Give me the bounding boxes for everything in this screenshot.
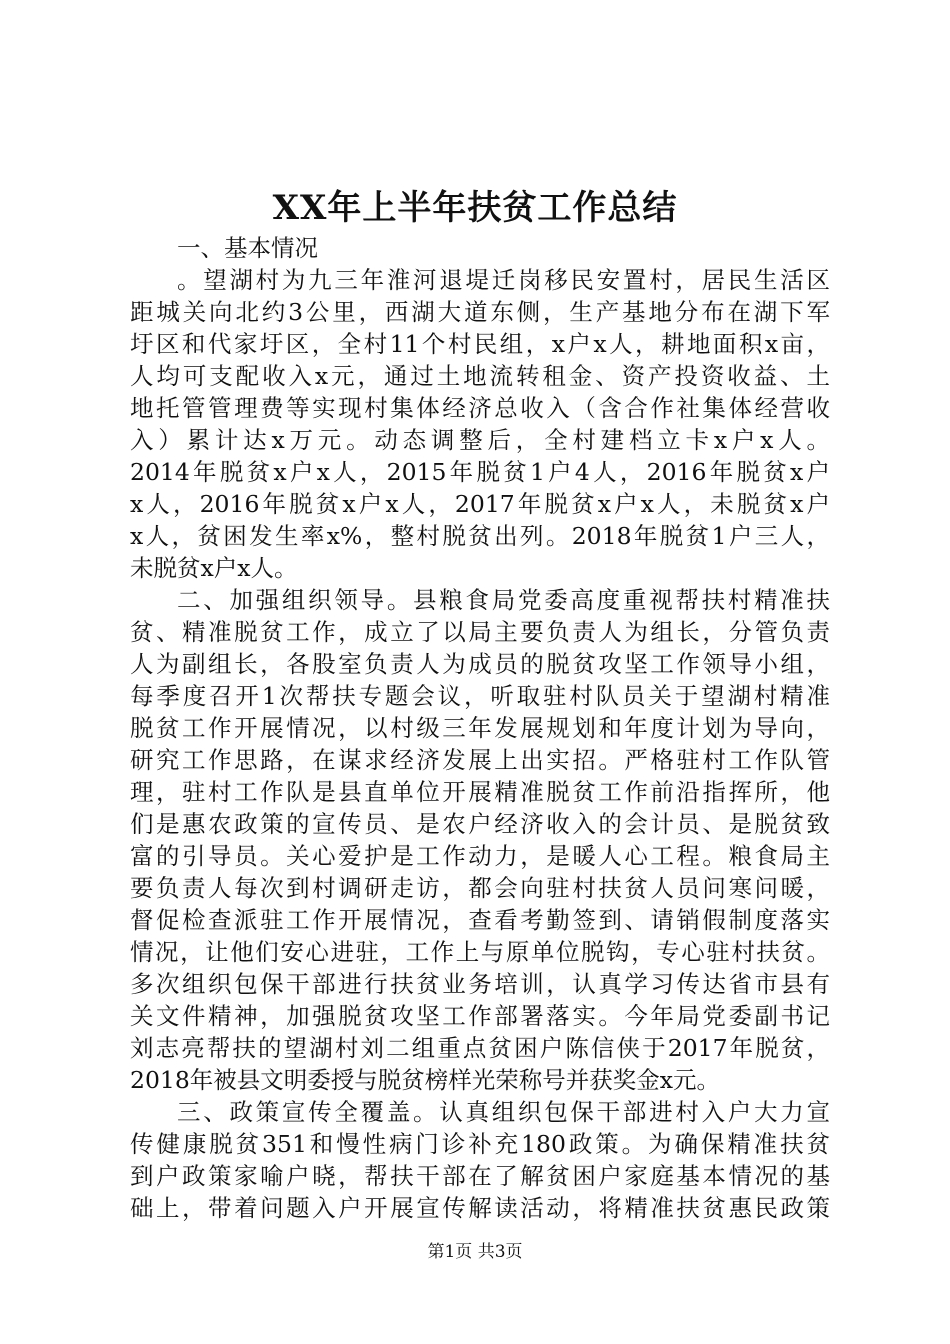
- text-line: 们是惠农政策的宣传员、是农户经济收入的会计员、是脱贫致: [130, 810, 830, 838]
- text-line: 脱贫工作开展情况，以村级三年发展规划和年度计划为导向，: [130, 714, 830, 742]
- text-line: x人，2016年脱贫x户x人，2017年脱贫x户x人，未脱贫x户: [130, 490, 830, 518]
- text-line: 督促检查派驻工作开展情况，查看考勤签到、请销假制度落实: [130, 906, 830, 934]
- text-line: 贫、精准脱贫工作，成立了以局主要负责人为组长，分管负责: [130, 618, 830, 646]
- text-line: 2014年脱贫x户x人，2015年脱贫1户4人，2016年脱贫x户: [130, 458, 830, 486]
- text-line: 富的引导员。关心爱护是工作动力，是暖人心工程。粮食局主: [130, 842, 830, 870]
- page-footer: 第1页 共3页: [427, 1242, 523, 1262]
- text-line: 情况，让他们安心进驻，工作上与原单位脱钩，专心驻村扶贫。: [130, 938, 830, 966]
- text-line: 三、政策宣传全覆盖。认真组织包保干部进村入户大力宣: [177, 1098, 830, 1126]
- text-line: x人，贫困发生率x%，整村脱贫出列。2018年脱贫1户三人，: [130, 522, 830, 550]
- text-line: 到户政策家喻户晓，帮扶干部在了解贫困户家庭基本情况的基: [130, 1162, 830, 1190]
- text-line: 每季度召开1次帮扶专题会议，听取驻村队员关于望湖村精准: [130, 682, 830, 710]
- text-line: 一、基本情况: [177, 234, 318, 262]
- document-title: XX年上半年扶贫工作总结: [272, 188, 678, 228]
- text-line: 人为副组长，各股室负责人为成员的脱贫攻坚工作领导小组，: [130, 650, 830, 678]
- text-line: 入）累计达x万元。动态调整后，全村建档立卡x户x人。: [130, 426, 830, 454]
- text-line: 圩区和代家圩区，全村11个村民组，x户x人，耕地面积x亩，: [130, 330, 830, 358]
- text-line: 础上，带着问题入户开展宣传解读活动，将精准扶贫惠民政策: [130, 1194, 830, 1222]
- text-line: 距城关向北约3公里，西湖大道东侧，生产基地分布在湖下军: [130, 298, 830, 326]
- text-line: 未脱贫x户x人。: [130, 554, 298, 582]
- text-line: 刘志亮帮扶的望湖村刘二组重点贫困户陈信侠于2017年脱贫，: [130, 1034, 830, 1062]
- text-line: 2018年被县文明委授与脱贫榜样光荣称号并获奖金x元。: [130, 1066, 721, 1094]
- text-line: 人均可支配收入x元，通过土地流转租金、资产投资收益、土: [130, 362, 830, 390]
- text-line: 理，驻村工作队是县直单位开展精准脱贫工作前沿指挥所，他: [130, 778, 830, 806]
- document-body: [130, 232, 830, 1224]
- text-line: 关文件精神，加强脱贫攻坚工作部署落实。今年局党委副书记: [130, 1002, 830, 1030]
- text-line: 二、加强组织领导。县粮食局党委高度重视帮扶村精准扶: [177, 586, 830, 614]
- text-line: 。望湖村为九三年淮河退堤迁岗移民安置村，居民生活区: [177, 266, 830, 294]
- text-line: 研究工作思路，在谋求经济发展上出实招。严格驻村工作队管: [130, 746, 830, 774]
- text-line: 地托管管理费等实现村集体经济总收入（含合作社集体经营收: [130, 394, 830, 422]
- text-line: 传健康脱贫351和慢性病门诊补充180政策。为确保精准扶贫: [130, 1130, 830, 1158]
- text-line: 要负责人每次到村调研走访，都会向驻村扶贫人员问寒问暖，: [130, 874, 830, 902]
- text-line: 多次组织包保干部进行扶贫业务培训，认真学习传达省市县有: [130, 970, 830, 998]
